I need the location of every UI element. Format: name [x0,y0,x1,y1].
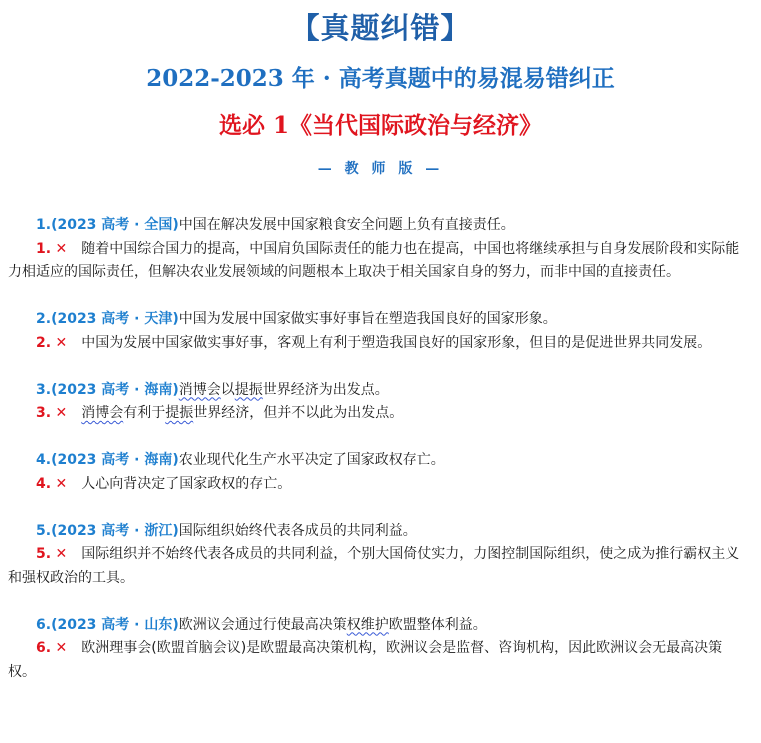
edition-label: — 教 师 版 — [317,161,444,177]
list-item [8,214,749,285]
answer-text-part: 消博会 [81,405,124,421]
answer-text-part: 有利于 [123,405,166,421]
list-item [8,308,749,355]
question-text-part: 欧盟整体利益。 [388,616,487,633]
question-text: 中国为发展中国家做实事好事旨在塑造我国良好的国家形象。 [178,311,557,327]
question-number: 2. [36,311,52,327]
question-number: 1. [36,217,52,233]
cross-icon: ✕ [55,640,68,656]
question-text-part: 权维护 [346,616,389,633]
answer-number: 4. [36,475,52,492]
answer-correction [8,543,749,590]
question-source: (2023 高考 · 天津) [51,311,179,327]
answer-number: 6. [36,640,52,656]
answer-correction [8,637,749,684]
page-title: 【真题纠错】 [290,11,471,45]
list-item [8,449,749,496]
question-text: 国际组织始终代表各成员的共同利益。 [178,522,417,539]
question-statement [8,614,749,638]
question-source: (2023 高考 · 海南) [51,381,179,398]
answer-text: 人心向背决定了国家政权的存亡。 [81,475,292,492]
cross-icon: ✕ [55,405,68,421]
question-statement [8,214,749,238]
question-source: (2023 高考 · 全国) [51,217,179,233]
question-number: 5. [36,522,52,539]
answer-correction [8,332,749,356]
answer-correction [8,473,749,497]
answer-text: 随着中国综合国力的提高，中国肩负国际责任的能力也在提高，中国也将继续承担与自身发展阶段和实际能力相适应的国际责任，但解决农业发展领域的问题根本上取决于相关国家自身的努力，而非中国的直接责任。 [8,240,740,280]
cross-icon: ✕ [55,334,68,351]
list-item [8,379,749,426]
answer-number: 3. [36,405,52,421]
answer-text-part: 世界经济，但并不以此为出发点。 [193,405,404,421]
answer-text: 国际组织并不始终代表各成员的共同利益，个别大国倚仗实力，力图控制国际组织，使之成为推行霸权主义和强权政治的工具。 [8,546,740,586]
question-number: 3. [36,381,52,398]
answer-correction [8,238,749,285]
question-statement [8,308,749,332]
answer-number: 5. [36,546,52,562]
cross-icon: ✕ [55,475,68,492]
answer-number: 1. [36,240,52,257]
question-source: (2023 高考 · 海南) [51,452,179,468]
question-source: (2023 高考 · 浙江) [51,522,179,539]
question-text: 农业现代化生产水平决定了国家政权存亡。 [178,452,445,468]
answer-text: 欧洲理事会(欧盟首脑会议)是欧盟最高决策机构，欧洲议会是监督、咨询机构，因此欧洲议会无最高决策权。 [8,640,723,680]
question-number: 4. [36,452,52,468]
question-source: (2023 高考 · 山东) [51,616,179,633]
page-subtitle: 2022-2023 年 · 高考真题中的易混易错纠正 [146,65,615,92]
question-statement [8,449,749,473]
question-list [8,214,749,708]
question-text-part: 消博会 [178,381,221,398]
question-number: 6. [36,616,52,633]
answer-text-part: 提振 [165,405,194,421]
cross-icon: ✕ [55,240,68,257]
question-text-part: 以 [220,381,235,398]
answer-text: 中国为发展中国家做实事好事，客观上有利于塑造我国良好的国家形象，但目的是促进世界共同发展。 [81,334,712,351]
question-text: 中国在解决发展中国家粮食安全问题上负有直接责任。 [178,217,515,233]
question-text-part: 世界经济为出发点。 [262,381,389,398]
question-text-part: 提振 [234,381,263,398]
question-text-part: 欧洲议会通过行使最高决策 [178,616,347,633]
list-item [8,614,749,685]
cross-icon: ✕ [55,546,68,562]
question-statement [8,520,749,544]
book-title: 选必 1《当代国际政治与经济》 [218,112,542,139]
question-statement [8,379,749,403]
answer-number: 2. [36,334,52,351]
answer-correction [8,402,749,426]
list-item [8,520,749,591]
